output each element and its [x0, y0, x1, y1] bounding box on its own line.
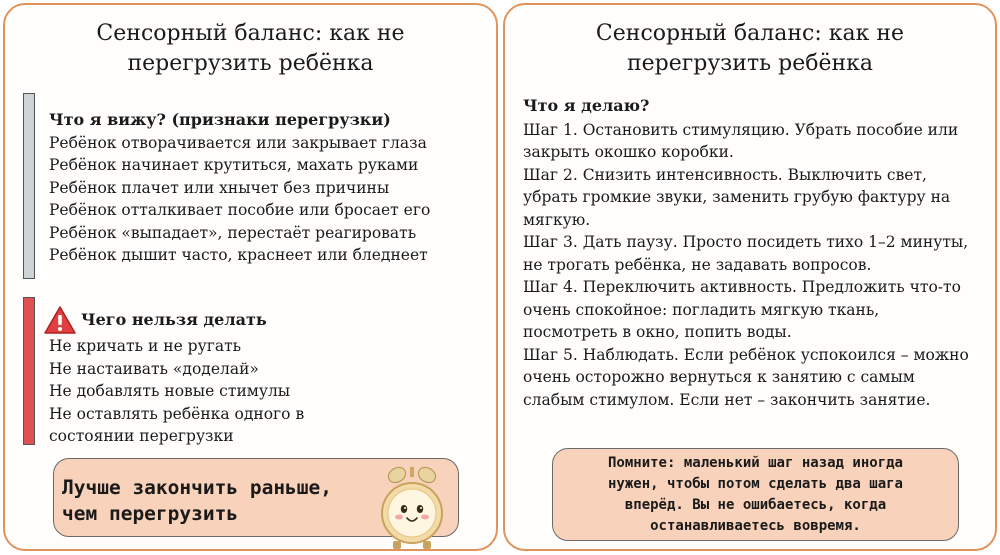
- warning-icon: [43, 305, 77, 335]
- list-item: Не кричать и не ругать: [49, 337, 242, 355]
- list-item: состоянии перегрузки: [49, 427, 234, 445]
- signs-accent-bar: [23, 93, 35, 279]
- right-callout: [552, 448, 959, 541]
- right-card-title: Сенсорный баланс: как не перегрузить ребёнка: [595, 21, 905, 76]
- list-item: Не настаивать «доделай»: [49, 359, 259, 378]
- list-item: Ребёнок дышит часто, краснеет или бледнеет: [49, 246, 428, 264]
- dont-section: [49, 305, 476, 448]
- step-item: Шаг 2. Снизить интенсивность. Выключить свет, убрать громкие звуки, заменить грубую фактуру на мягкую.: [523, 165, 951, 229]
- list-item: Ребёнок плачет или хнычет без причины: [49, 178, 390, 197]
- dont-heading: Чего нельзя делать: [81, 309, 267, 329]
- right-callout-text: Помните: маленький шаг назад иногда нужен, чтобы потом сделать два шага вперёд. Вы не ошибаетесь, когда останавливаетесь вовремя.: [607, 454, 903, 534]
- right-card: [503, 3, 997, 551]
- step-item: Шаг 5. Наблюдать. Если ребёнок успокоился – можно очень осторожно вернуться к занятию с самым слабым стимулом. Если нет – закончить занятие.: [523, 345, 969, 409]
- alarm-clock-icon: [377, 457, 447, 555]
- dont-heading-row: [49, 305, 476, 335]
- signs-section: [49, 109, 476, 267]
- dont-accent-bar: [23, 297, 35, 445]
- list-item: Ребёнок отталкивает пособие или бросает его: [49, 201, 431, 219]
- list-item: Ребёнок начинает крутиться, махать руками: [49, 156, 419, 174]
- step-item: Шаг 4. Переключить активность. Предложить что-то очень спокойное: погладить мягкую ткань, посмотреть в окно, попить воды.: [523, 278, 961, 341]
- list-item: Ребёнок «выпадает», перестаёт реагировать: [49, 223, 417, 242]
- list-item: Не добавлять новые стимулы: [49, 382, 291, 400]
- left-card-title: Сенсорный баланс: как не перегрузить ребёнка: [96, 21, 405, 76]
- step-item: Шаг 3. Дать паузу. Просто посидеть тихо 1–2 минуты, не трогать ребёнка, не задавать вопросов.: [523, 233, 969, 274]
- steps-heading: Что я делаю?: [523, 96, 650, 115]
- step-item: Шаг 1. Остановить стимуляцию. Убрать пособие или закрыть окошко коробки.: [523, 120, 959, 161]
- list-item: Ребёнок отворачивается или закрывает глаза: [49, 133, 427, 152]
- list-item: Не оставлять ребёнка одного в: [49, 404, 305, 423]
- left-callout-text: Лучше закончить раньше, чем перегрузить: [62, 476, 333, 525]
- left-card: [3, 3, 498, 551]
- signs-heading: Что я вижу? (признаки перегрузки): [49, 110, 391, 129]
- steps-section: [523, 95, 977, 411]
